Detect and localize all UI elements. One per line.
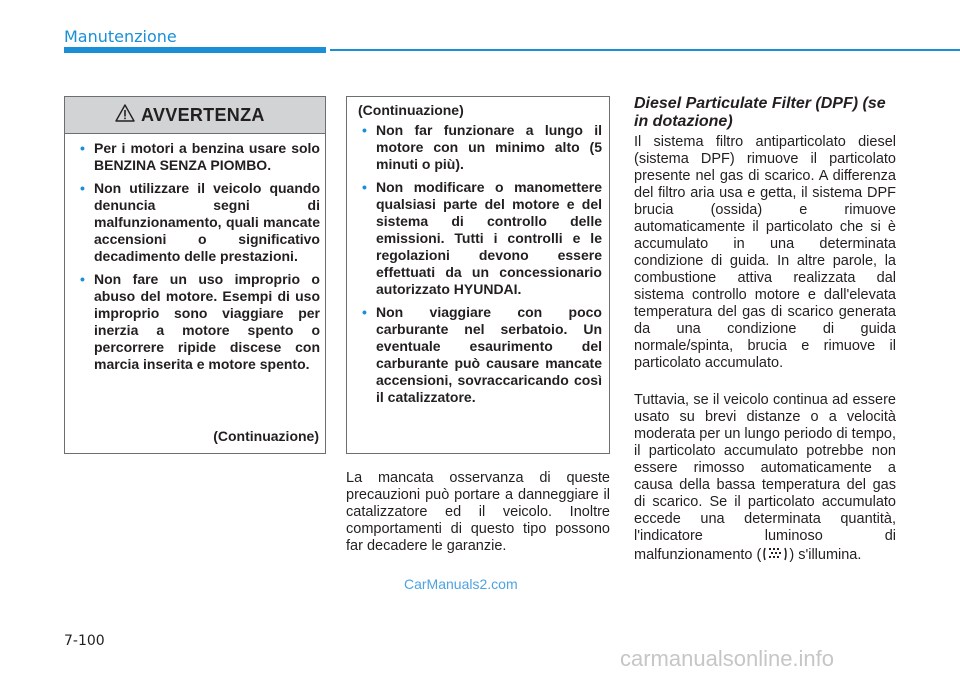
list-item: • Non far funzionare a lungo il motore con un minimo alto (5 minuti o più).	[362, 122, 602, 172]
section-title: Manutenzione	[64, 27, 177, 46]
list-item: • Non fare un uso improprio o abuso del motore. Esempi di uso improprio sono viaggiare per inerzia a motore spento o percorrere ripide discese con marcia inserita e motore spento.	[80, 271, 320, 372]
dpf-paragraph-1: Il sistema filtro antiparticolato diesel (sistema DPF) rimuove il particolato presente nel gas di scarico. A differenza del filtro aria usa e getta, il sistema DPF brucia (ossida) e rimuove automaticamente il particolato che si è accumulato in una determinata condizione di guida. In altre parole, la combustione attiva realizzata dal sistema controllo motore e dall'elevata temperatura del gas di scarico generata da una condizione di guida normale/spinta, brucia e rimuove il particolato accumulato.	[634, 134, 896, 371]
page-number: 7-100	[64, 633, 105, 649]
warning-triangle-icon	[115, 104, 135, 127]
dpf-paragraph-2	[634, 392, 896, 568]
list-item: • Non modificare o manomettere qualsiasi parte del motore e del sistema di controllo delle emissioni. Tutti i controlli e le regolazioni devono essere effettuati da un concessionario autorizzato HYUNDAI.	[362, 179, 602, 297]
continued-box-label: (Continuazione)	[358, 102, 464, 118]
continued-label: (Continuazione)	[213, 428, 319, 444]
list-item: • Per i motori a benzina usare solo BENZINA SENZA PIOMBO.	[80, 140, 320, 173]
watermark-top[interactable]: CarManuals2.com	[404, 576, 518, 592]
warning-box-header	[65, 97, 325, 134]
warning-bullet-list	[72, 140, 320, 379]
dpf-paragraph-2-text: Tuttavia, se il veicolo continua ad essere usato su brevi distanze o a velocità moderata per un lungo periodo di tempo, il particolato accumulato potrebbe non essere rimosso automaticamente a causa della bassa temperatura del gas di scarico. Se il particolato accumulato eccede una determinata quantità, l'indicatore luminoso di malfunzionamento (	[634, 392, 896, 563]
dpf-warning-icon	[762, 545, 788, 568]
watermark-bottom[interactable]: carmanualsonline.info	[620, 646, 835, 671]
continued-bullet-list	[354, 122, 602, 412]
dpf-heading: Diesel Particulate Filter (DPF) (se in dotazione)	[634, 95, 886, 130]
header-rule-thick	[64, 47, 326, 53]
warning-title: AVVERTENZA	[141, 105, 265, 125]
precaution-paragraph: La mancata osservanza di queste precauzioni può portare a danneggiare il catalizzatore ed il veicolo. Inoltre comportamenti di questo tipo possono far decadere le garanzie.	[346, 470, 610, 554]
list-item: • Non viaggiare con poco carburante nel serbatoio. Un eventuale esaurimento del carburante può causare mancate accensioni, sovraccaricando così il catalizzatore.	[362, 304, 602, 405]
list-item: • Non utilizzare il veicolo quando denuncia segni di malfunzionamento, quali mancate accensioni o significativo decadimento delle prestazioni.	[80, 180, 320, 264]
dpf-paragraph-2-end: ) s'illumina.	[789, 547, 862, 563]
header-rule-thin	[330, 49, 960, 51]
